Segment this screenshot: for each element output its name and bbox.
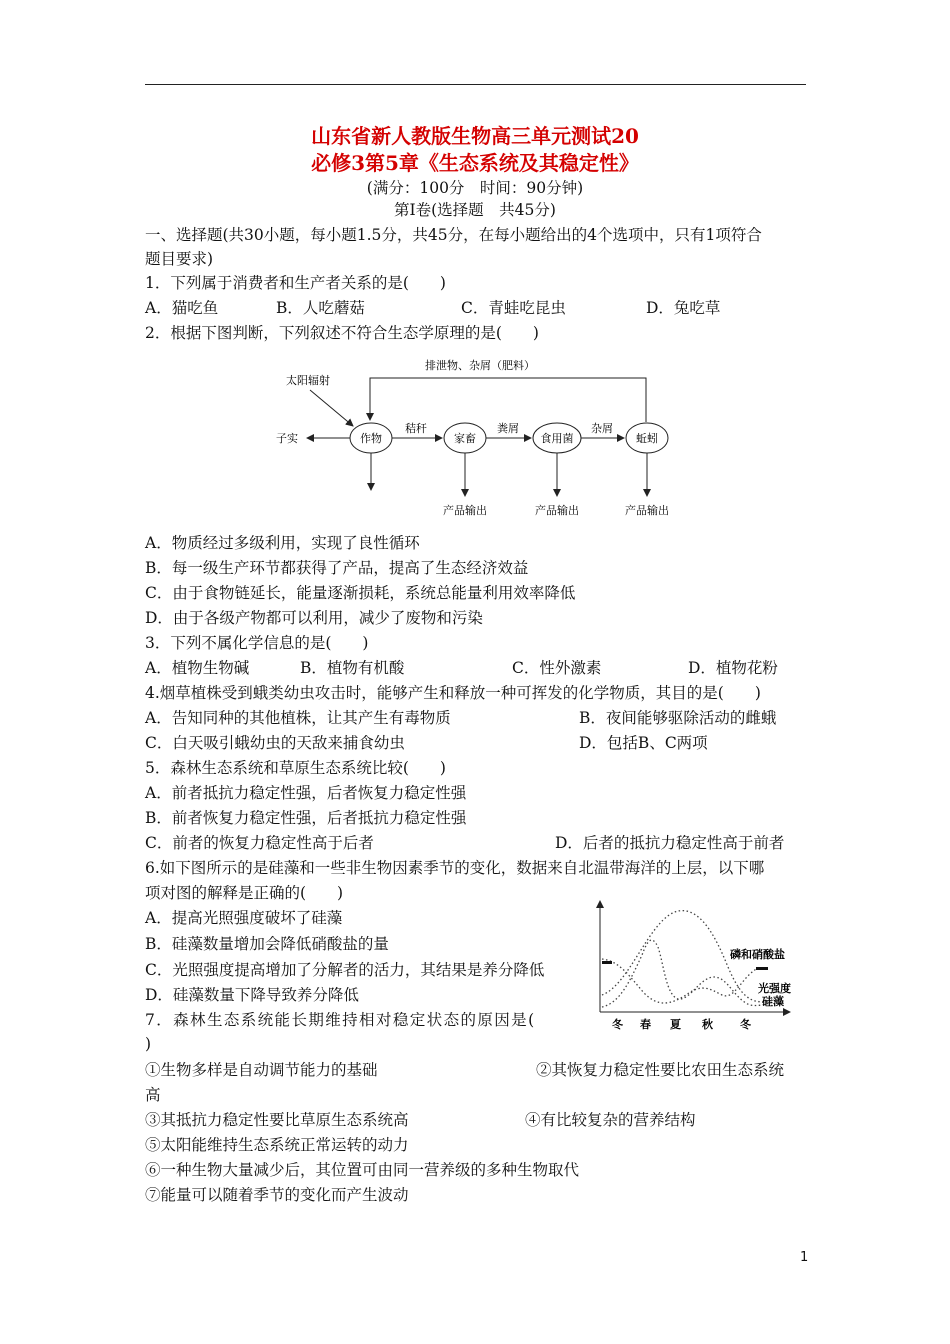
q3-stem: 3．下列不属化学信息的是( ) — [145, 634, 369, 652]
q6-stem-line-1: 6.如下图所示的是硅藻和一些非生物因素季节的变化，数据来自北温带海洋的上层，以下哪 — [145, 859, 765, 877]
volume-heading: 第Ⅰ卷(选择题 共45分) — [394, 201, 556, 219]
q3-option-b: B．植物有机酸 — [300, 659, 405, 677]
q2-seed-label: 子实 — [276, 432, 298, 445]
q2-fertilizer-loop-line — [370, 378, 646, 422]
q4-stem: 4.烟草植株受到蛾类幼虫攻击时，能够产生和释放一种可挥发的化学物质，其目的是( ) — [145, 684, 761, 702]
q6-season-1: 冬 — [612, 1018, 623, 1031]
q1-option-c: C．青蛙吃昆虫 — [461, 299, 566, 317]
q6-option-a: A．提高光照强度破坏了硅藻 — [145, 909, 343, 927]
q6-label-diatom: 硅藻 — [762, 995, 784, 1008]
q4-option-b: B．夜间能够驱除活动的雌蛾 — [579, 709, 777, 727]
q1-option-b: B．人吃蘑菇 — [276, 299, 365, 317]
q7-stem-cont: ) — [145, 1035, 152, 1053]
q2-edge-straw-label: 秸秆 — [405, 422, 427, 435]
q6-option-d: D．硅藻数量下降导致养分降低 — [145, 986, 359, 1004]
q2-node-crop-label: 作物 — [360, 432, 382, 445]
q5-stem: 5．森林生态系统和草原生态系统比较( ) — [145, 759, 446, 777]
q2-sun-label: 太阳辐射 — [286, 374, 330, 387]
q6-label-nutrient: 磷和硝酸盐 — [730, 948, 785, 961]
q1-option-a: A．猫吃鱼 — [145, 299, 219, 317]
q6-nutrient-marker-left — [602, 961, 612, 964]
q3-option-a: A．植物生物碱 — [145, 659, 250, 677]
q1-option-d: D．兔吃草 — [646, 299, 721, 317]
section-intro-line-1: 一、选择题(共30小题，每小题1.5分，共45分，在每小题给出的4个选项中，只有1项符合 — [145, 226, 762, 244]
q7-statement-5: ⑤太阳能维持生态系统正常运转的动力 — [145, 1136, 409, 1154]
title-line-2: 必修3第5章《生态系统及其稳定性》 — [311, 151, 639, 175]
q6-label-light: 光强度 — [758, 982, 791, 995]
q6-chart — [590, 895, 805, 1035]
q2-stem: 2．根据下图判断，下列叙述不符合生态学原理的是( ) — [145, 324, 539, 342]
q4-option-c: C．白天吸引蛾幼虫的天敌来捕食幼虫 — [145, 734, 405, 752]
q6-season-3: 夏 — [670, 1018, 681, 1031]
q7-statement-6: ⑥一种生物大量减少后，其位置可由同一营养级的多种生物取代 — [145, 1161, 580, 1179]
q2-output-label-2: 产品输出 — [535, 504, 579, 517]
q7-stem: 7．森林生态系统能长期维持相对稳定状态的原因是( — [145, 1011, 536, 1029]
q2-diagram — [270, 350, 690, 525]
q7-statement-2-cont: 高 — [145, 1086, 161, 1104]
q6-option-b: B．硅藻数量增加会降低硝酸盐的量 — [145, 935, 389, 953]
q5-option-a: A．前者抵抗力稳定性强，后者恢复力稳定性强 — [145, 784, 467, 802]
q6-season-2: 春 — [640, 1018, 651, 1031]
q2-edge-debris-label: 杂屑 — [591, 422, 613, 435]
title-line-1: 山东省新人教版生物高三单元测试20 — [311, 124, 639, 148]
q2-option-a: A．物质经过多级利用，实现了良性循环 — [145, 534, 420, 552]
q1-stem: 1．下列属于消费者和生产者关系的是( ) — [145, 274, 446, 292]
q6-stem-line-2: 项对图的解释是正确的( ) — [145, 884, 344, 902]
q7-statement-4: ④有比较复杂的营养结构 — [525, 1111, 696, 1129]
header-rule — [145, 84, 806, 85]
page-number: 1 — [800, 1250, 809, 1265]
q7-statement-7: ⑦能量可以随着季节的变化而产生波动 — [145, 1186, 409, 1204]
q5-option-b: B．前者恢复力稳定性强，后者抵抗力稳定性强 — [145, 809, 467, 827]
q2-node-livestock-label: 家畜 — [454, 432, 476, 445]
q6-season-5: 冬 — [740, 1018, 751, 1031]
q6-option-c: C．光照强度提高增加了分解者的活力，其结果是养分降低 — [145, 961, 545, 979]
q7-statement-1: ①生物多样是自动调节能力的基础 — [145, 1061, 378, 1079]
q2-option-d: D．由于各级产物都可以利用，减少了废物和污染 — [145, 609, 483, 627]
q4-option-d: D．包括B、C两项 — [579, 734, 708, 752]
q6-nutrient-curve — [602, 959, 760, 1003]
q2-option-b: B．每一级生产环节都获得了产品，提高了生态经济效益 — [145, 559, 529, 577]
q2-option-c: C．由于食物链延长，能量逐渐损耗，系统总能量利用效率降低 — [145, 584, 576, 602]
section-intro-line-2: 题目要求) — [145, 250, 214, 268]
score-time: (满分：100分 时间：90分钟) — [366, 179, 584, 197]
q6-nutrient-marker-right — [756, 967, 768, 970]
q2-sun-arrow — [310, 390, 353, 426]
q3-option-d: D．植物花粉 — [688, 659, 778, 677]
q2-output-label-3: 产品输出 — [625, 504, 669, 517]
q2-top-label: 排泄物、杂屑（肥料） — [425, 359, 535, 372]
q3-option-c: C．性外激素 — [512, 659, 602, 677]
q7-statement-2: ②其恢复力稳定性要比农田生态系统 — [536, 1061, 785, 1079]
q2-edge-manure-label: 粪屑 — [497, 422, 519, 435]
q5-option-c: C．前者的恢复力稳定性高于后者 — [145, 834, 374, 852]
q2-node-earthworm-label: 蚯蚓 — [636, 432, 658, 445]
q7-statement-3: ③其抵抗力稳定性要比草原生态系统高 — [145, 1111, 409, 1129]
q5-option-d: D．后者的抵抗力稳定性高于前者 — [555, 834, 785, 852]
q2-output-label-1: 产品输出 — [443, 504, 487, 517]
q4-option-a: A．告知同种的其他植株，让其产生有毒物质 — [145, 709, 451, 727]
q6-season-4: 秋 — [702, 1018, 713, 1031]
q2-node-fungi-label: 食用菌 — [540, 432, 574, 445]
